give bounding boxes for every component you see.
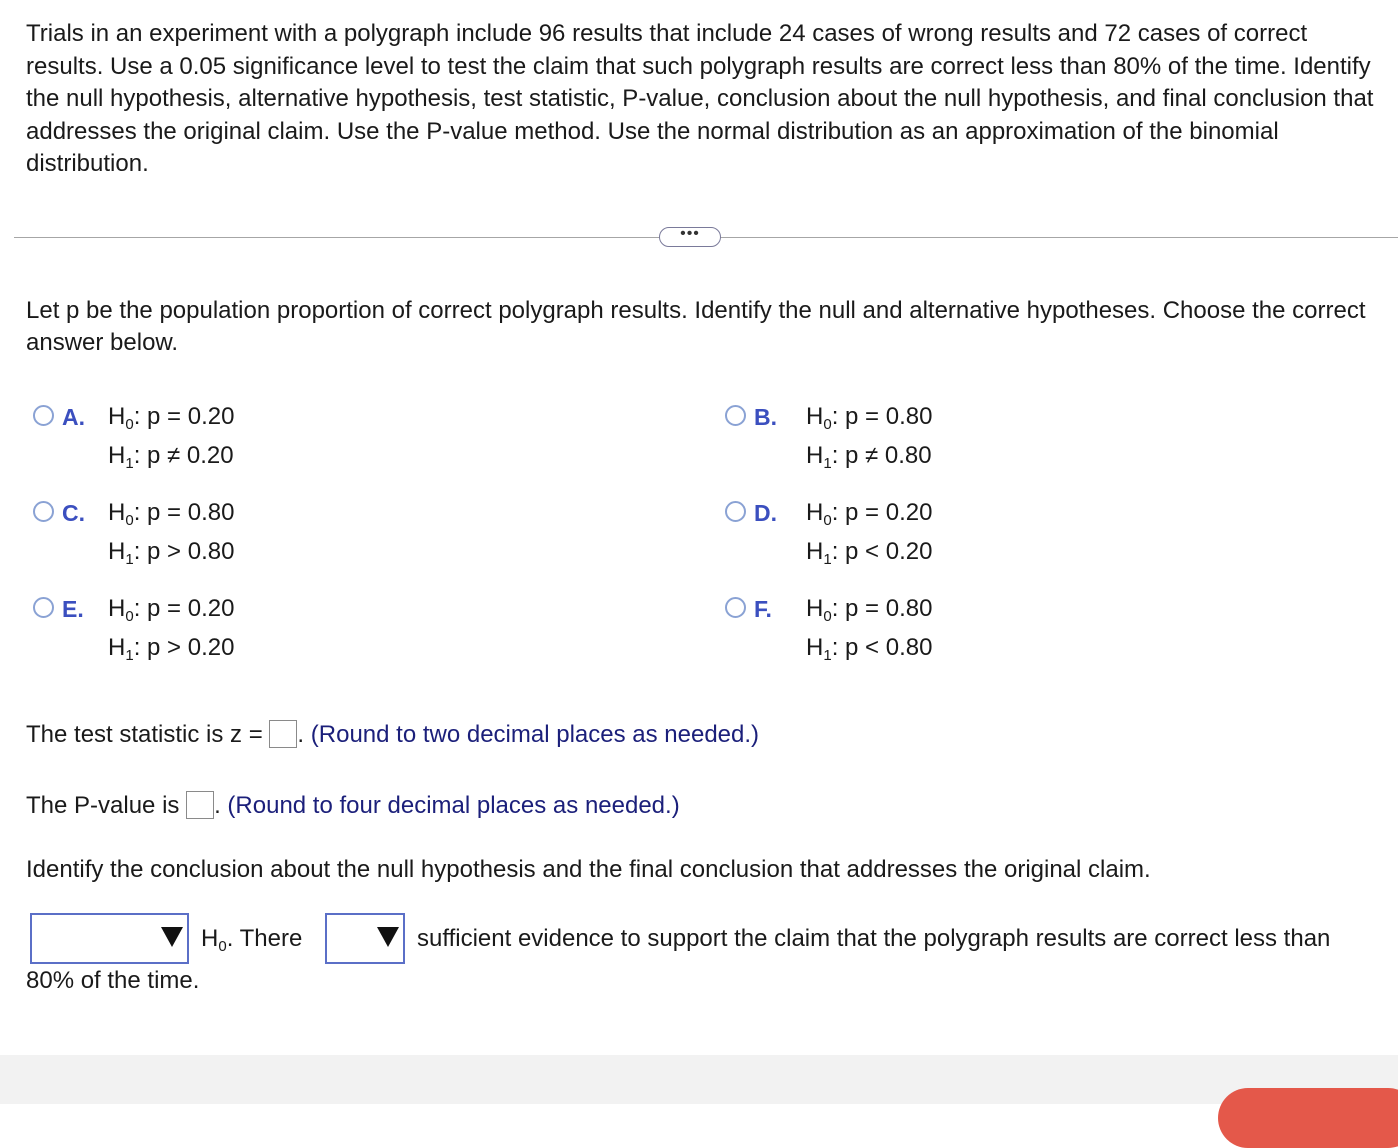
- option-a-alt-hypothesis: $H_1$: p ≠ 0.20: [108, 442, 234, 472]
- conclusion-prompt: Identify the conclusion about the null hypothesis and the final conclusion that addresses the original claim.: [26, 856, 1151, 883]
- test-statistic-hint: (Round to two decimal places as needed.): [310, 721, 760, 748]
- option-b-letter: B.: [754, 404, 777, 430]
- option-a-radio[interactable]: [33, 405, 54, 426]
- option-f-letter: F.: [754, 596, 772, 622]
- option-f-null-hypothesis: $H_0$: p = 0.80: [806, 595, 933, 625]
- option-c-null-hypothesis: $H_0$: p = 0.80: [108, 499, 235, 529]
- option-b[interactable]: [725, 401, 1025, 481]
- option-e-radio[interactable]: [33, 597, 54, 618]
- chevron-down-icon: [161, 927, 183, 947]
- test-statistic-period: .: [297, 721, 305, 748]
- option-f-alt-hypothesis: $H_1$: p < 0.80: [806, 634, 933, 664]
- footer-action-button[interactable]: [1218, 1088, 1398, 1148]
- option-c-radio[interactable]: [33, 501, 54, 522]
- option-b-radio[interactable]: [725, 405, 746, 426]
- more-dots-label: •••: [680, 225, 700, 242]
- hypotheses-prompt: Let p be the population proportion of correct polygraph results. Identify the null and alternative hypotheses. Choose the correct answer below.: [26, 297, 1366, 356]
- p-value-hint: (Round to four decimal places as needed.): [227, 792, 680, 819]
- p-value-input[interactable]: [186, 791, 214, 819]
- evidence-statement: sufficient evidence to support the claim that the polygraph results are correct less than: [417, 925, 1331, 952]
- chevron-down-icon: [377, 927, 399, 947]
- option-f[interactable]: [725, 593, 1025, 673]
- option-e-letter: E.: [62, 596, 84, 622]
- option-a[interactable]: [33, 401, 333, 481]
- option-e-alt-hypothesis: $H_1$: p > 0.20: [108, 634, 235, 664]
- option-b-null-hypothesis: $H_0$: p = 0.80: [806, 403, 933, 433]
- test-statistic-label: The test statistic is z =: [26, 721, 263, 748]
- p-value-period: .: [214, 792, 221, 819]
- option-a-null-hypothesis: $H_0$: p = 0.20: [108, 403, 235, 433]
- option-a-letter: A.: [62, 404, 85, 430]
- option-d[interactable]: [725, 497, 1025, 577]
- option-b-alt-hypothesis: $H_1$: p ≠ 0.80: [806, 442, 932, 472]
- evidence-statement-continuation: 80% of the time.: [26, 967, 200, 994]
- option-d-letter: D.: [754, 500, 777, 526]
- option-e[interactable]: [33, 593, 333, 673]
- evidence-dropdown[interactable]: [325, 913, 405, 964]
- p-value-label: The P-value is: [26, 792, 180, 819]
- h0-there-text: $H_0$. There: [201, 925, 303, 955]
- option-f-radio[interactable]: [725, 597, 746, 618]
- expand-more-button[interactable]: [659, 227, 721, 247]
- question-text: Trials in an experiment with a polygraph include 96 results that include 24 cases of wrong results and 72 cases of correct results. Use a 0.05 significance level to test the claim that such polygraph results are correct less than 80% of the time. Identify the null hypothesis, alternative hypothesis, test statistic, P-value, conclusion about the null hypothesis, and final conclusion that addresses the original claim. Use the P-value method. Use the normal distribution as an approximation of the binomial distribution.: [26, 20, 1374, 177]
- p-value-row: [26, 790, 680, 822]
- option-c-alt-hypothesis: $H_1$: p > 0.80: [108, 538, 235, 568]
- option-d-radio[interactable]: [725, 501, 746, 522]
- option-d-alt-hypothesis: $H_1$: p < 0.20: [806, 538, 933, 568]
- footer-bar: [0, 1055, 1398, 1104]
- test-statistic-input[interactable]: [269, 720, 297, 748]
- option-c[interactable]: [33, 497, 333, 577]
- option-e-null-hypothesis: $H_0$: p = 0.20: [108, 595, 235, 625]
- test-statistic-row: [26, 719, 759, 751]
- null-hypothesis-decision-dropdown[interactable]: [30, 913, 189, 964]
- option-d-null-hypothesis: $H_0$: p = 0.20: [806, 499, 933, 529]
- option-c-letter: C.: [62, 500, 85, 526]
